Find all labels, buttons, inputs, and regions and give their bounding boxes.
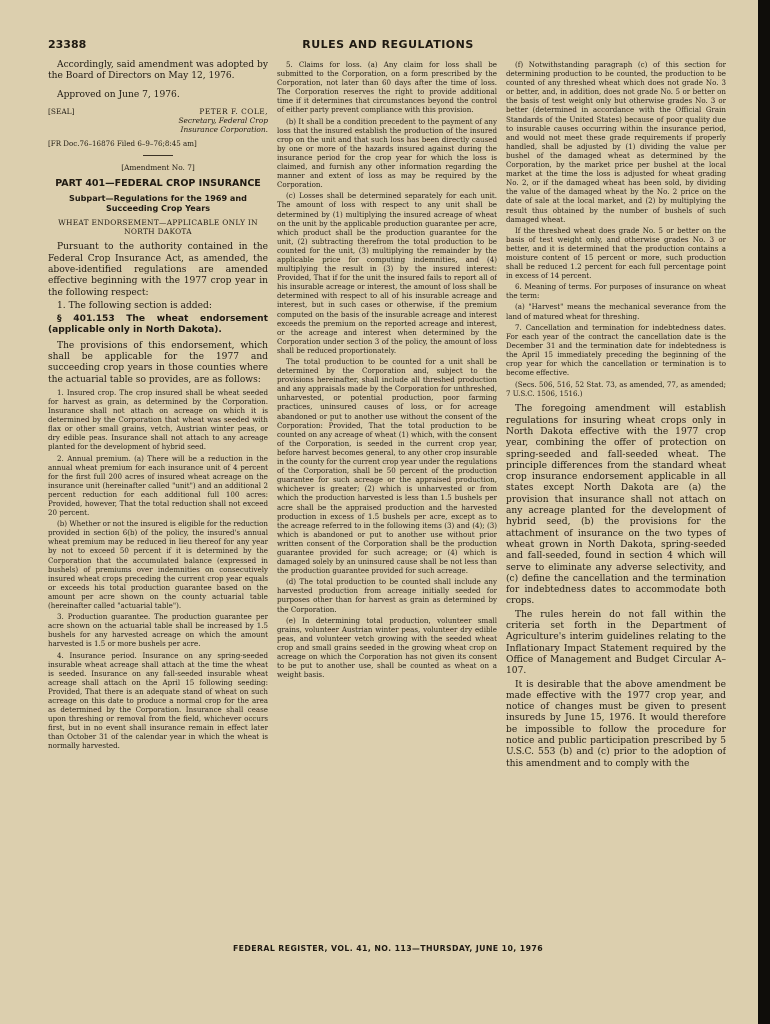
section-heading	[48, 314, 268, 337]
paragraph-meaning-of-terms: 6. Meaning of terms. For purposes of insurance on wheat the term:	[506, 282, 726, 301]
paragraph-harvest: (a) "Harvest" means the mechanical severance from the land of matured wheat for threshing.	[506, 302, 726, 321]
scan-edge	[758, 0, 770, 1024]
column-left	[48, 60, 268, 922]
paragraph-insured-crop: 1. Insured crop. The crop insured shall be wheat seeded for harvest as grain, as determined by the Corporation. Insurance shall not attach on acreage on which it is determined by the Corporation that wheat was seeded with flax or other small grains, vetch, Austrian winter peas, or dry edible peas. Insurance shall not attach to any acreage planted for the development of hybrid seed.	[48, 387, 268, 452]
page-header	[48, 38, 728, 54]
paragraph-rules: The rules herein do not fall within the criteria set forth in the Department of Agriculture's interim guidelines relating to the Inflationary Impact Statement required by the Office of Management and Budget Circular A–107.	[506, 609, 726, 677]
statute-citation: (Secs. 506, 516, 52 Stat. 73, as amended, 77, as amended; 7 U.S.C. 1506, 1516.)	[506, 380, 726, 399]
page-footer: FEDERAL REGISTER, VOL. 41, NO. 113—THURSDAY, JUNE 10, 1976	[232, 944, 544, 953]
paragraph-claims-c: (c) Losses shall be determined separately for each unit. The amount of loss with respect to any unit shall be determined by (1) multiplying the insured acreage of wheat on the unit by the applicable production guarantee per acre, which product shall be the production guarantee for the unit, (2) subtracting therefrom the total production to be counted for the unit, (3) multiplying the remainder by the applicable price for computing indemnities, and (4) multiplying the result in (3) by the insured interest: Provided, That if for the unit the insured fails to report all of his insurable acreage or interest, the amount of loss shall be determined with respect to all of his insurable acreage and interest, but in such cases or otherwise, if the premium computed on the basis of the insurable acreage and interest exceeds the premium on the reported acreage and interest, or the acreage and interest when determined by the Corporation under section 3 of the policy, the amount of loss shall be reduced proportionately.	[277, 191, 497, 355]
signer-name: PETER F. COLE,	[199, 106, 268, 116]
divider	[143, 155, 173, 156]
paragraph-claims-f: (f) Notwithstanding paragraph (c) of this section for determining production to be counted, the production to be counted of any threshed wheat which does not grade No. 3 or better, and, in addition, does not grade No. 5 or better on the basis of test weight only but otherwise grades No. 3 or better (determined in accordance with the Official Grain Standards of the United States) because of poor quality due to insurable causes occurring within the insurance period, and would not meet these grade requirements if properly handled, shall be adjusted by (1) dividing the value per bushel of the damaged wheat as determined by the Corporation, by the market price per bushel at the local market at the time the loss is adjusted for wheat grading No. 2, or if the damaged wheat has been sold, by dividing the value of the damaged wheat by the No. 2 price on the date of sale at the local market, and (2) by multiplying the result thus obtained by the number of bushels of such damaged wheat.	[506, 60, 726, 224]
paragraph-claims-b: (b) It shall be a condition precedent to the payment of any loss that the insured establish the production of the insured crop on the unit and that such loss has been directly caused by one or more of the hazards insured against during the insurance period for the crop year for which the loss is claimed, and furnish any other information regarding the manner and extent of loss as may be required by the Corporation.	[277, 116, 497, 190]
endorsement-heading: WHEAT ENDORSEMENT—APPLICABLE ONLY IN NORTH DAKOTA	[58, 217, 258, 236]
paragraph-cancellation: 7. Cancellation and termination for indebtedness dates. For each year of the contract the cancellation date is the December 31 and the termination date for indebtedness is the April 15 immediately preceding the beginning of the crop year for which the cancellation or termination is to become effective.	[506, 322, 726, 378]
seal-label: [SEAL]	[48, 106, 75, 116]
signer-title-line-1: Secretary, Federal Crop	[178, 116, 268, 126]
page-number: 23388	[48, 38, 87, 51]
column-right	[506, 60, 726, 922]
paragraph-production-guarantee: 3. Production guarantee. The production guarantee per acre shown on the actuarial table shall be increased by 1.5 bushels for any harvested acreage on which the amount harvested is 1.5 or more bushels per acre.	[48, 612, 268, 649]
paragraph-claims-d: (d) The total production to be counted shall include any harvested production from acreage initially seeded for purposes other than for harvest as grain as determined by the Corporation.	[277, 577, 497, 614]
paragraph-moisture: If the threshed wheat does grade No. 5 or better on the basis of test weight only, and otherwise grades No. 3 or better, and it is determined that the production contains a moisture content of 15 percent or more, such production shall be reduced 1.2 percent for each full percentage point in excess of 14 percent.	[506, 225, 726, 281]
paragraph-annual-premium-a: 2. Annual premium. (a) There will be a reduction in the annual wheat premium for each insurance unit of 4 percent for the first full 200 acres of insured wheat acreage on the insurance unit (hereinafter called "unit") and an additional 2 percent reduction for each additional full 100 acres: Provided, however, That the total reduction shall not exceed 20 percent.	[48, 453, 268, 518]
signature-block	[48, 107, 268, 135]
item-1: 1. The following section is added:	[57, 300, 212, 311]
signer	[178, 107, 268, 135]
subpart-heading: Subpart—Regulations for the 1969 and Succeeding Crop Years	[69, 192, 247, 213]
paragraph-adoption: Accordingly, said amendment was adopted by the Board of Directors on May 12, 1976.	[48, 60, 268, 82]
signer-title-line-2: Insurance Corporation.	[180, 125, 268, 135]
paragraph-total-production: The total production to be counted for a unit shall be determined by the Corporation and, subject to the provisions hereinafter, shall include all threshed production and any appraisals made by the Corporation for unthreshed, unharvested, or potential production, poor farming practices, uninsured causes of loss, or for acreage abandoned or put to another use without the consent of the Corporation: Provided, That the total production to be counted on any acreage of wheat (1) which, with the consent of the Corporation, is seeded in the current crop year, before harvest becomes general, to any other crop insurable in the county for the current crop year under the regulations of the Corporation, shall be 50 percent of the production guarantee for such acreage or the appraised production, whichever is greater; (2) which is unharvested or from which the production harvested is less than 1.5 bushels per acre shall be the appraised production and the harvested production in excess of 1.5 bushels per acre, except as to the acreage referred to in the following items (3) and (4); (3) which is abandoned or put to another use without prior written consent of the Corporation shall be the production guarantee provided for such acreage; or (4) which is damaged solely by an uninsured cause shall be not less than the production guarantee provided for such acreage.	[277, 357, 497, 576]
section-title: The wheat endorsement (applicable only in North Dakota).	[48, 314, 268, 336]
running-title: RULES AND REGULATIONS	[302, 38, 474, 51]
column-middle	[277, 60, 497, 922]
section-number: § 401.153	[57, 314, 115, 325]
paragraph-provisions: The provisions of this endorsement, which shall be applicable for the 1977 and succeeding crop years in those counties where the actuarial table so provides, are as follows:	[48, 340, 268, 385]
paragraph-foregoing: The foregoing amendment will establish regulations for insuring wheat crops only in North Dakota effective with the 1977 crop year, combining the offer of protection on spring-seeded and fall-seeded wheat. The principle differences from the standard wheat crop insurance endorsement applicable in all states except North Dakota are (a) the provision that insurance shall not attach on any acreage planted for the development of hybrid seed, (b) the provisions for the attachment of insurance on the two types of wheat grown in North Dakota, spring-seeded and fall-seeded, found in section 4 which will serve to eliminate any adverse selectivity, and (c) define the cancellation and the termination for indebtedness dates to accommodate both crops.	[506, 404, 726, 607]
paragraph-pursuant: Pursuant to the authority contained in the Federal Crop Insurance Act, as amended, the above-identified regulations are amended effective beginning with the 1977 crop year in the following respect:	[48, 242, 268, 298]
paragraph-desirable: It is desirable that the above amendment be made effective with the 1977 crop year, and notice of changes must be given to present insureds by June 15, 1976. It would therefore be impossible to follow the procedure for notice and public participation prescribed by 5 U.S.C. 553 (b) and (c) prior to the adoption of this amendment and to comply with the	[506, 679, 726, 769]
paragraph-claims-a: 5. Claims for loss. (a) Any claim for loss shall be submitted to the Corporation, on a form prescribed by the Corporation, not later than 60 days after the time of loss. The Corporation reserves the right to provide additional time if it determines that circumstances beyond the control of either party prevent compliance with this provision.	[277, 60, 497, 115]
amendment-number: [Amendment No. 7]	[121, 162, 195, 172]
paragraph-claims-e: (e) In determining total production, volunteer small grains, volunteer Austrian winter peas, volunteer dry edible peas, and volunteer vetch growing with the seeded wheat crop and small grains seeded in the growing wheat crop on acreage on which the Corporation has not given its consent to be put to another use, shall be counted as wheat on a weight basis.	[277, 615, 497, 680]
approval-line: Approved on June 7, 1976.	[57, 89, 180, 100]
paragraph-insurance-period: 4. Insurance period. Insurance on any spring-seeded insurable wheat acreage shall attach at the time the wheat is seeded. Insurance on any fall-seeded insurable wheat acreage shall attach on the April 15 following seeding: Provided, That there is an adequate stand of wheat on such acreage on this date to produce a normal crop for the area as determined by the Corporation. Insurance shall cease upon threshing or removal from the field, whichever occurs first, but in no event shall insurance remain in effect later than October 31 of the calendar year in which the wheat is normally harvested.	[48, 650, 268, 751]
paragraph-annual-premium-b: (b) Whether or not the insured is eligible for the reduction provided in section 6(b) of the policy, the insured's annual wheat premium may be reduced in lieu thereof for any year by not to exceed 50 percent if it is determined by the Corporation that the accumulated balance (expressed in bushels) of premiums over indemnities on consecutively insured wheat crops preceding the current crop year equals or exceeds his total production guarantee based on the amount per acre shown on the county actuarial table (hereinafter called "actuarial table").	[48, 519, 268, 611]
part-heading: PART 401—FEDERAL CROP INSURANCE	[55, 177, 261, 189]
fr-doc-line: [FR Doc.76–16876 Filed 6–9–76;8:45 am]	[48, 138, 197, 148]
